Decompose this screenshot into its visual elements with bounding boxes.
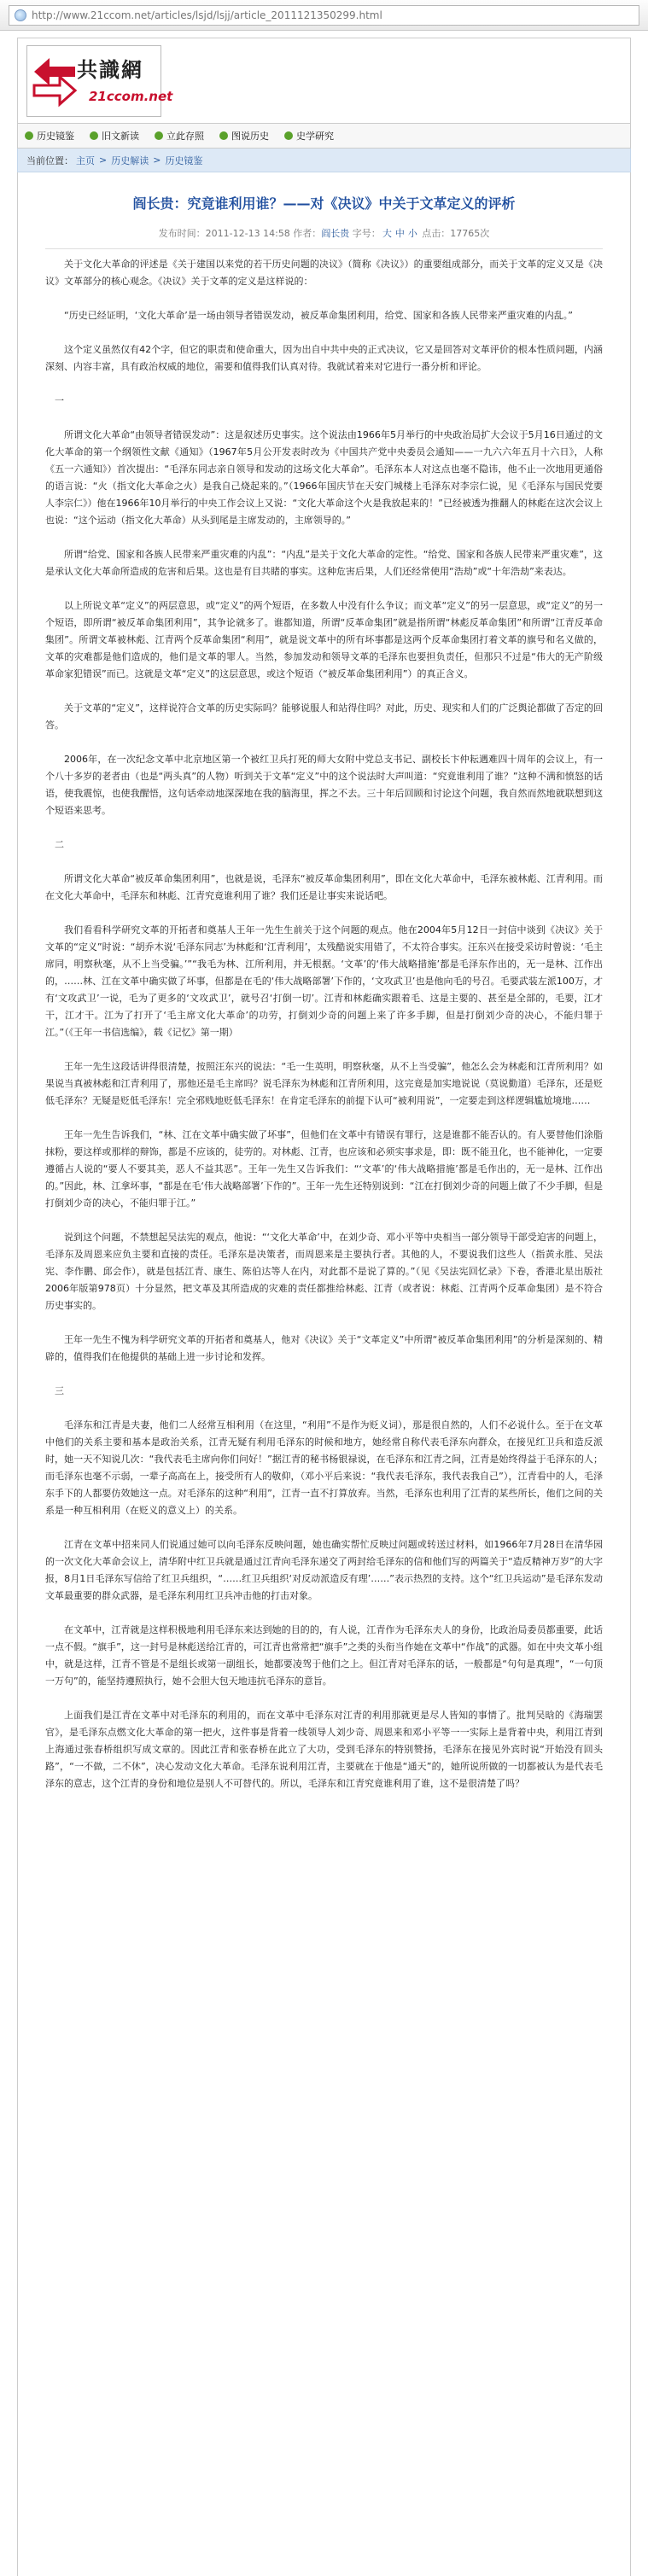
nav-item-label: 图说历史 [231, 131, 269, 142]
font-size-label: 字号： [349, 228, 381, 239]
logo-english-text: 21ccom.net [89, 88, 173, 104]
leaf-icon [25, 131, 33, 140]
leaf-icon [155, 131, 163, 140]
section-heading: 三 [55, 1385, 64, 1396]
breadcrumb-separator: > [153, 154, 161, 166]
leaf-icon [219, 131, 228, 140]
click-count: 点击：17765次 [418, 228, 490, 239]
leaf-icon [284, 131, 293, 140]
nav-item-records[interactable] [155, 129, 204, 143]
breadcrumb-separator: > [99, 154, 108, 166]
breadcrumb-history-interpretation[interactable]: 历史解读 [111, 154, 149, 166]
paragraph: 这个定义虽然仅有42个字，但它的职责和使命重大，因为出自中共中央的正式决议，它又是回答对文革评价的根本性质问题，内涵深刻、内容丰富，具有政治权威的地位，需要和值得我们认真对待。我就试着来对它进行一番分析和评论。 [45, 344, 603, 372]
nav-item-picture-history[interactable] [219, 129, 269, 143]
nav-item-label: 史学研究 [296, 131, 334, 142]
paragraph: 毛泽东和江青是夫妻，他们二人经常互相利用（在这里，“利用”不是作为贬义词），那是很自然的，人们不必说什么。至于在文革中他们的关系主要和基本是政治关系，江青无疑有利用毛泽东的时候和地方，她经常自称代表毛泽东向群众，在接见红卫兵和造反派时，她一天不知说几次：“我代表毛主席向你们问好！”据江青的秘书杨银禄说，在毛泽东和江青之间，江青是始终得益于毛泽东的人；而毛泽东也毫不示弱，一辈子高高在上，接受所有人的敬仰，（邓小平后来说：“我代表毛泽东，我代表我自己”），江青看中的人，毛泽东手下的人都要仿效她这一点。对毛泽东的这种“利用”，江青一直不打算放弃。当然，毛泽东也利用了江青的某些所长，他们之间的关系是一种互相利用（在贬义的意义上）的关系。 [45, 1419, 603, 1516]
font-size-medium-button[interactable]: 中 [394, 228, 405, 239]
main-nav [17, 123, 631, 149]
paragraph: 王年一先生这段话讲得很清楚，按照汪东兴的说法：“毛一生英明，明察秋毫，从不上当受骗”，他怎么会为林彪和江青所利用？如果说当真被林彪和江青利用了，那他还是毛主席吗？说毛泽东为林彪和江青所利用，这完竟是加实地说说（莫说勤道）毛泽东，还是贬低毛泽东？无疑是贬低毛泽东！完全邪贱地贬低毛泽东！在肯定毛泽东的前提下认可“被利用说”，一定要走到这样逻辑尴尬境地…… [45, 1061, 603, 1106]
section-heading: 一 [55, 395, 64, 406]
browser-address-bar [0, 0, 648, 31]
paragraph: 王年一先生告诉我们，“林、江在文革中确实做了坏事”，但他们在文革中有错误有罪行，这是谁都不能否认的。有人要替他们涂脂抹粉，要这样或那样的辩饰，都是不应该的，徒劳的。对林彪、江青，也应该和必须实事求是，即：既不能丑化，也不能神化，一定要遵循占人说的“要人不要其美，恶人不益其恶”。王年一先生又告诉我们：“‘文革’的‘伟大战略措施’都是毛作出的，无一是林、江作出的。”因此，林、江拿坏事，“都是在毛‘伟大战略部署’下作的”。王年一先生还特别说到：“江在打倒刘少奇的问题上做了不少手脚，但是打倒刘少奇的决心，不能归罪于江。” [45, 1129, 603, 1209]
paragraph: 王年一先生不愧为科学研究文革的开拓者和奠基人，他对《决议》关于“文革定义”中所谓“被反革命集团利用”的分析是深刻的、精辟的，值得我们在他提供的基础上进一步讨论和发挥。 [45, 1334, 603, 1362]
paragraph: 以上所说文革“定义”的两层意思，或“定义”的两个短语，在多数人中没有什么争议；而文革“定义”的另一层意思，或“定义”的另一个短语，即所谓“被反革命集团利用”，其争论就多了。谁都知道，所谓“反革命集团”就是指所谓“林彪反革命集团”和所谓“江青反革命集团”。所谓文革被林彪、江青两个反革命集团“利用”，就是说文革中的所有坏事都是这两个反革命集团打着文革的旗号和名义做的，文革的灾难都是他们造成的，他们是文革的罪人。当然，参加发动和领导文革的毛泽东也要担负责任，但那只不过是“伟大的无产阶级革命家犯错误”而已。这就是文革“定义”的这层意思，或这个短语（“被反革命集团利用”）的真正含义。 [45, 600, 603, 679]
paragraph: 江青在文革中招来同人们说通过她可以向毛泽东反映问题，她也确实帮忙反映过问题或转送过材料，如1966年7月28日在清华园的一次文化大革命会议上，清华附中红卫兵就是通过江青向毛泽东递交了两封给毛泽东的信和他们写的两篇关于“造反精神万岁”的大字报，8月1日毛泽东写信给了红卫兵组织，“……红卫兵组织‘对反动派造反有理’……”表示热烈的支持。这个“红卫兵运动”是毛泽东发动文革最重要的群众武器，是毛泽东利用红卫兵冲击他的打击对象。 [45, 1539, 603, 1601]
paragraph: “历史已经证明，‘文化大革命’是一场由领导者错误发动，被反革命集团利用，给党、国家和各族人民带来严重灾难的内乱。” [64, 310, 573, 321]
article-body [45, 256, 603, 1792]
publish-info: 发布时间：2011-12-13 14:58 作者： [158, 228, 322, 239]
paragraph: 上面我们是江青在文革中对毛泽东的利用的，而在文革中毛泽东对江青的利用那就更是尽人皆知的事情了。批判吴晗的《海瑞罢官》，是毛泽东点燃文化大革命的第一把火，这件事是背着一线领导人刘少奇、周恩来和邓小平等一一实际上是背着中央，利用江青到上海通过张春桥组织写成文章的。因此江青和张春桥在此立了大功，受到毛泽东的特别赞扬，毛泽东在接见外宾时说“开始没有回头路”，“一不做，二不休”，决心发动文化大革命。毛泽东说利用江青，主要就在于他是“通天”的，她所说所做的一切都被认为是代表毛泽东的意志，这个江青的身份和地位是别人不可替代的。所以，毛泽东和江青究竟谁利用了谁，这不是很清楚了吗？ [45, 1710, 603, 1789]
globe-icon [15, 9, 26, 21]
site-header [17, 38, 631, 123]
nav-item-old-articles[interactable] [90, 129, 139, 143]
breadcrumb-home[interactable]: 主页 [76, 154, 95, 166]
site-logo[interactable] [26, 45, 173, 117]
paragraph: 所谓“给党、国家和各族人民带来严重灾难的内乱”：“内乱”是关于文化大革命的定性。“给党、国家和各族人民带来严重灾难”，这是承认文化大革命所造成的危害和后果。这也是有目共睹的事实。这种危害后果，人们还经常使用“浩劫”或“十年浩劫”来表达。 [45, 549, 603, 577]
paragraph: 我们看看科学研究文革的开拓者和奠基人王年一先生生前关于这个问题的观点。他在2004年5月12日一封信中谈到《决议》关于文革的“定义”时说：“胡乔木说‘毛泽东同志’为林彪和‘江青利用’，太残酷说实用错了，不太符合事实。汪东兴在接受采访时曾说：‘毛主席同，明察秋毫，从不上当受骗。’”“我毛为林、江所利用，并无根据。‘文革’的‘伟大战略措施’都是毛泽东作出的，无一是林、江作出的，……林、江在文革中确实做了坏事，但都是在毛的‘伟大战略部署’下作的，‘文攻武卫’也是他向毛的号召。毛要武装左派100万，才有‘文攻武卫’一说，毛为了更多的‘文攻武卫’，就号召‘打倒一切’。江青和林彪确实跟着毛、这是主要的、甚至是全部的，毛要，江才干，江才干。江为了打开了‘毛主席文化大革命’的功劳，打倒刘少奇的问题上来了许多手脚，但是打倒刘少奇的决心，不能归罪于江。”（《王年一书信选编》，载《记忆》第一期） [45, 924, 603, 1038]
paragraph: 说到这个问题，不禁想起吴法宪的观点，他说：“‘文化大革命’中，在刘少奇、邓小平等中央相当一部分领导干部受迫害的问题上，毛泽东及周恩来应负主要和直接的责任。毛泽东是决策者，而周恩来是主要执行者。其他的人，不要说我们这些人（指黄永胜、吴法宪、李作鹏、邱会作），就是包括江青、康生、陈伯达等人在内，对此都不是说了算的。”（见《吴法宪回忆录》下卷，香港北星出版社2006年版第978页）十分显然，把文革及其所造成的灾难的责任都推给林彪、江青（或者说：林彪、江青两个反革命集团）是不符合历史事实的。 [45, 1232, 603, 1311]
breadcrumb [17, 149, 631, 172]
breadcrumb-label: 当前位置： [26, 154, 73, 166]
paragraph: 所谓文化大革命“由领导者错误发动”：这是叙述历史事实。这个说法由1966年5月举行的中央政治局扩大会议于5月16日通过的文化大革命的第一个纲领性文献《通知》（1967年5月公开发表时改为《中国共产党中央委员会通知——一九六六年五月十六日》，人称《五一六通知》）首次提出：“毛泽东同志亲自领导和发动的这场文化大革命”。毛泽东本人对这点也毫不隐讳，他不止一次地用更通俗的语言说：“火（指文化大革命之火）是我自己烧起来的。”（1966年国庆节在天安门城楼上毛泽东对李宗仁说，见《毛泽东与国民党要人李宗仁》）他在1966年10月举行的中央工作会议上又说：“文化大革命这个火是我放起来的！”已经被透为推翻人的林彪在这次会议上也说：“这个运动（指文化大革命）从头到尾是主席发动的，主席领导的。” [45, 429, 603, 526]
article [17, 172, 631, 2576]
site-container [17, 38, 631, 2576]
article-title: 阎长贵：究竟谁利用谁？——对《决议》中关于文革定义的评析 [132, 195, 516, 212]
paragraph: 所谓文化大革命“被反革命集团利用”，也就是说，毛泽东“被反革命集团利用”，即在文化大革命中，毛泽东被林彪、江青利用。而在文化大革命中，毛泽东和林彪、江青究竟谁利用了谁？我们还是让事实来说话吧。 [45, 873, 603, 901]
section-heading: 二 [55, 839, 64, 850]
paragraph: 关于文化大革命的评述是《关于建国以来党的若干历史问题的决议》（简称《决议》）的重要组成部分，而关于文革的定义又是《决议》文革部分的核心观念。《决议》关于文革的定义是这样说的： [45, 259, 603, 287]
nav-item-label: 旧文新读 [102, 131, 139, 142]
breadcrumb-history-mirror[interactable]: 历史镜鉴 [165, 154, 203, 166]
article-meta [45, 226, 603, 249]
font-size-small-button[interactable]: 小 [407, 228, 417, 239]
url-text: http://www.21ccom.net/articles/lsjd/lsjj/article_2011121350299.html [32, 9, 382, 21]
nav-item-history-research[interactable] [284, 129, 334, 143]
font-size-large-button[interactable]: 大 [382, 228, 392, 239]
logo-arrows-icon [32, 55, 77, 108]
paragraph: 关于文革的“定义”，这样说符合文革的历史实际吗？能够说服人和站得住吗？对此，历史、现实和人们的广泛舆论都做了否定的回答。 [45, 702, 603, 731]
nav-item-history-mirror[interactable] [25, 129, 74, 143]
logo-chinese-text: 共識網 [77, 56, 143, 82]
leaf-icon [90, 131, 98, 140]
url-field[interactable] [9, 5, 639, 26]
nav-item-label: 立此存照 [166, 131, 204, 142]
author-link[interactable]: 阎长贵 [321, 228, 350, 239]
paragraph: 在文革中，江青就是这样积极地利用毛泽东来达到她的目的的，有人说，江青作为毛泽东夫人的身份，比政治局委员都重要，此话一点不假。“旗手”，这一封号是林彪送给江青的，可江青也常常把“旗手”之类的头衔当作她在文革中“作战”的武器。如在中央文革小组中，就是这样，江青不管是不是组长或第一副组长，她都要凌驾于他们之上。但江青对毛泽东的话，一般都是“句句是真理”，“一句顶一万句”的，能坚持遵照执行，她不会胆大包天地违抗毛泽东的意旨。 [45, 1624, 603, 1687]
paragraph: 2006年，在一次纪念文革中北京地区第一个被红卫兵打死的师大女附中党总支书记、副校长卞仲耘遇难四十周年的会议上，有一个八十多岁的老者由（也是“两头真”的人物）听到关于文革“定义”中的这个说法时大声叫道：“究竟谁利用了谁？”这种不满和愤怒的话语，使我震惊，也使我醒悟，这句话牵动地深深地在我的脑海里，挥之不去。三十年后回顾和讨论这个问题，我自然而然地就联想到这个短语来思考。 [45, 754, 603, 816]
nav-item-label: 历史镜鉴 [37, 131, 74, 142]
